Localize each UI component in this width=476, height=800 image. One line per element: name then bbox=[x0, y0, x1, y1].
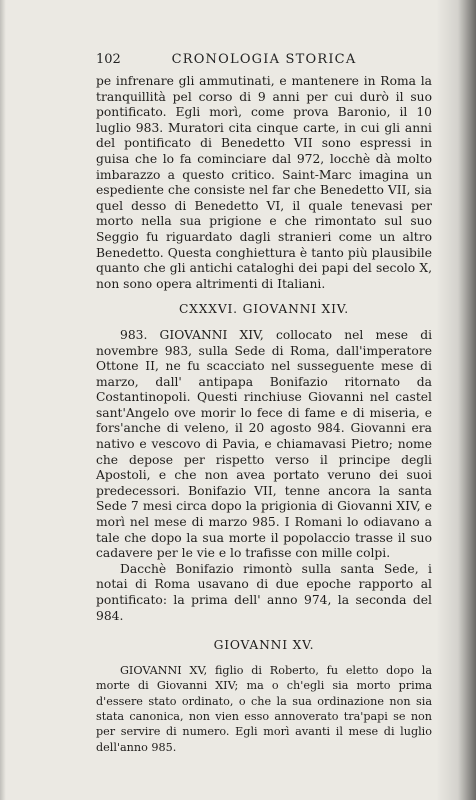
paragraph-bonifazio-epochs: Dacchè Bonifazio rimontò sulla santa Sede, i notai di Roma usavano di due epoche rapporto al pontificato: la prima dell' anno 974, la seconda del 984. bbox=[96, 561, 432, 623]
spine-shadow bbox=[436, 0, 476, 800]
page-body bbox=[96, 74, 432, 755]
paragraph-giovanni-xiv: 983. GIOVANNI XIV, collocato nel mese di novembre 983, sulla Sede di Roma, dall'imperatore Ottone II, ne fu scacciato nel susseguente mese di marzo, dall' antipapa Bonifazio ritornato da Costantinopoli. Questi rinchiuse Giovanni nel castel sant'Angelo ove morir lo fece di fame e di miseria, e fors'anche di veleno, il 20 agosto 984. Giovanni era nativo e vescovo di Pavia, e chiamavasi Pietro; nome che depose per rispetto verso il principe degli Apostoli, e che non avea portato veruno dei suoi predecessori. Bonifazio VII, tenne ancora la santa Sede 7 mesi circa dopo la prigionia di Giovanni XIV, e morì nel mese di marzo 985. I Romani lo odiavano a tale che dopo la sua morte il popolaccio trasse il suo cadavere per le vie e lo trafisse con mille colpi. bbox=[96, 327, 432, 561]
page-edge-shadow bbox=[0, 0, 6, 800]
section-heading-giovanni-xiv: CXXXVI. GIOVANNI XIV. bbox=[178, 302, 350, 317]
paragraph-giovanni-xv: GIOVANNI XV, figlio di Roberto, fu eletto dopo la morte di Giovanni XIV; ma o ch'egli sia morto prima d'essere stato ordinato, o che la sua ordinazione non sia stata canonica, non vien esso annoverato tra'papi se non per servire di numero. Egli morì avanti il mese di luglio dell'anno 985. bbox=[96, 663, 432, 754]
running-header bbox=[96, 52, 432, 72]
page-number: 102 bbox=[96, 52, 121, 67]
paragraph-benedetto-vii: pe infrenare gli ammutinati, e mantenere in Roma la tranquillità pel corso di 9 anni per cui durò il suo pontificato. Egli morì, come prova Baronio, il 10 luglio 983. Muratori cita cinque carte, in cui gli anni del pontificato di Benedetto VII sono espressi in guisa che lo fa cominciare dal 972, locchè dà molto imbarazzo a questo critico. Saint-Marc imagina un espediente che consiste nel far che Benedetto VII, sia quel desso di Benedetto VI, il quale tenevasi per morto nella sua prigione e che rimontato sul suo Seggio fu riguardato dagli stranieri come un altro Benedetto. Questa conghiettura è tanto più plausibile quanto che gli antichi cataloghi dei papi del secolo X, non sono opera altrimenti di Italiani. bbox=[96, 74, 432, 291]
running-title: CRONOLOGIA STORICA bbox=[171, 52, 357, 67]
section-heading-giovanni-xv: GIOVANNI XV. bbox=[213, 638, 315, 653]
